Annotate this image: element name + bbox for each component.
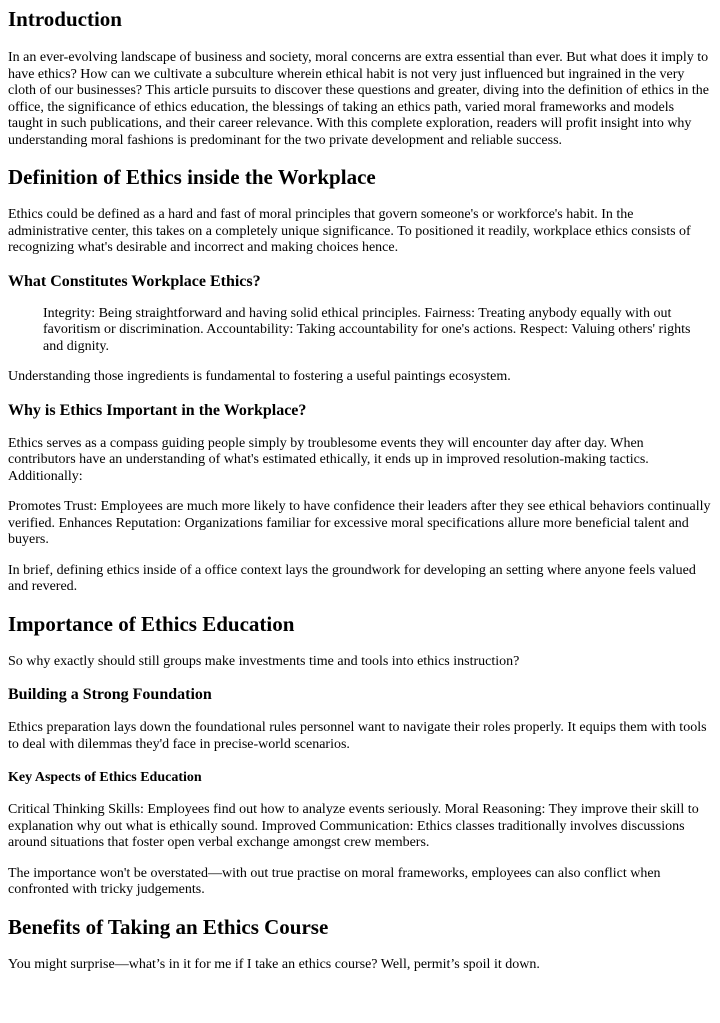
heading-benefits: Benefits of Taking an Ethics Course — [8, 914, 329, 939]
why-important-paragraph-1: Ethics serves as a compass guiding people simply by troublesome events they will encounter day after day. When contributors have an understanding of what's estimated ethically, it ends up in improved resolution-making tactics. Additionally: — [8, 435, 649, 484]
education-paragraph: So why exactly should still groups make investments time and tools into ethics instruction? — [8, 653, 520, 669]
ethics-principles-quote: Integrity: Being straightforward and having solid ethical principles. Fairness: Treating anybody equally with out favoritism or discrimination. Accountability: Taking accountability for one's actions. Respect: Valuing others' rights and dignity. — [43, 305, 691, 354]
heading-key-aspects: Key Aspects of Ethics Education — [8, 770, 202, 785]
key-aspects-paragraph-2: The importance won't be overstated—with out true practise on moral frameworks, employees can also conflict when confronted with tricky judgements. — [8, 865, 661, 897]
intro-paragraph: In an ever-evolving landscape of business and society, moral concerns are extra essential than ever. But what does it imply to have ethics? How can we cultivate a subculture wherein ethical habit is not very just influenced but ingrained in the very cloth of our businesses? This article pursuits to discover these questions and greater, diving into the definition of ethics in the office, the significance of ethics education, the blessings of taking an ethics path, varied moral frameworks and models taught in such publications, and their career relevance. With this complete exploration, readers will profit insight into why understanding moral fashions is predominant for the two private development and reliable success. — [8, 50, 709, 148]
foundation-paragraph: Ethics preparation lays down the foundational rules personnel want to navigate their roles properly. It equips them with tools to deal with dilemmas they'd face in precise-world scenarios. — [8, 720, 707, 752]
heading-introduction: Introduction — [8, 7, 122, 31]
why-important-paragraph-2: Promotes Trust: Employees are much more likely to have confidence their leaders after they see ethical behaviors continually verified. Enhances Reputation: Organizations familiar for excessive moral specifications allure more beneficial talent and buyers. — [8, 499, 711, 547]
benefits-paragraph: You might surprise—what’s in it for me if I take an ethics course? Well, permit’s spoil it down. — [8, 956, 540, 972]
heading-why-important: Why is Ethics Important in the Workplace? — [8, 401, 307, 419]
heading-foundation: Building a Strong Foundation — [8, 686, 212, 703]
constitutes-paragraph: Understanding those ingredients is fundamental to fostering a useful paintings ecosystem. — [8, 369, 511, 384]
key-aspects-paragraph-1: Critical Thinking Skills: Employees find out how to analyze events seriously. Moral Reasoning: They improve their skill to explanation why out what is ethically sound. Improved Communication: Ethics classes traditionally involves discussions around situations that foster open verbal exchange amongst crew members. — [8, 802, 699, 850]
heading-education: Importance of Ethics Education — [8, 611, 295, 636]
heading-definition: Definition of Ethics inside the Workplace — [8, 165, 376, 189]
heading-what-constitutes: What Constitutes Workplace Ethics? — [8, 272, 261, 290]
definition-paragraph: Ethics could be defined as a hard and fast of moral principles that govern someone's or workforce's habit. In the administrative center, this takes on a completely unique significance. To positioned it readily, workplace ethics consists of recognizing what's desirable and incorrect and making choices hence. — [8, 207, 691, 255]
why-important-paragraph-3: In brief, defining ethics inside of a office context lays the groundwork for developing an setting where anyone feels valued and revered. — [8, 562, 696, 594]
article — [0, 6, 720, 973]
